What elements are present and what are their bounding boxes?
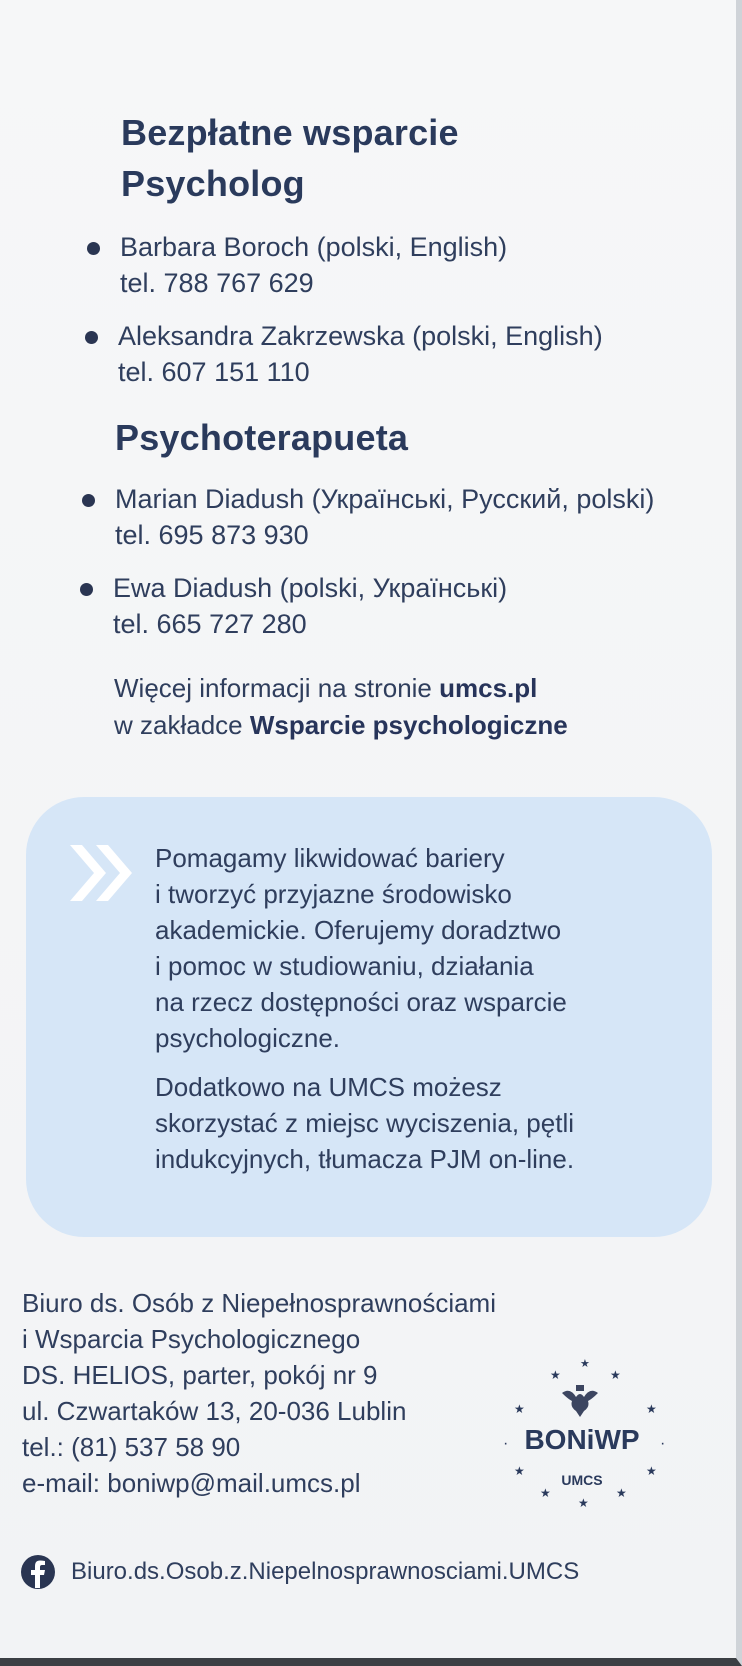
bullet-icon — [87, 242, 100, 255]
svg-text:★: ★ — [578, 1496, 589, 1510]
bullet-icon — [82, 494, 95, 507]
section-title-psychotherapist: Psychoterapueta — [115, 417, 409, 458]
contact-item — [113, 570, 507, 642]
address-line: ul. Czwartaków 13, 20-036 Lublin — [22, 1396, 407, 1426]
svg-text:★: ★ — [616, 1486, 627, 1500]
facebook-icon — [20, 1554, 56, 1590]
contact-name: Marian Diadush (Українські, Русский, polski) — [115, 484, 655, 514]
info-paragraph-1: Pomagamy likwidować bariery i tworzyć przyjazne środowisko akademickie. Oferujemy doradztwo i pomoc w studiowaniu, działania na rzecz dostępności oraz wsparcie psychologiczne. — [155, 843, 567, 1053]
contact-phone: tel. 788 767 629 — [120, 268, 314, 298]
contact-phone: tel. 665 727 280 — [113, 609, 307, 639]
email-line[interactable]: e-mail: boniwp@mail.umcs.pl — [22, 1468, 361, 1498]
contact-item — [115, 481, 654, 553]
svg-text:★: ★ — [550, 1368, 561, 1382]
facebook-handle: Biuro.ds.Osob.z.Niepelnosprawnosciami.UMCS — [71, 1558, 580, 1585]
svg-text:★: ★ — [514, 1464, 525, 1478]
info-paragraph-2: Dodatkowo na UMCS możesz skorzystać z miejsc wyciszenia, pętli indukcyjnych, tłumacza PJM on-line. — [155, 1072, 575, 1174]
contact-item — [118, 318, 603, 390]
bullet-icon — [85, 331, 98, 344]
more-info-text: w zakładce — [114, 710, 250, 740]
contact-phone: tel. 607 151 110 — [118, 357, 310, 387]
address-line: DS. HELIOS, parter, pokój nr 9 — [22, 1360, 378, 1390]
contact-name: Aleksandra Zakrzewska (polski, English) — [118, 321, 603, 351]
svg-text:★: ★ — [610, 1368, 621, 1382]
address-line: Biuro ds. Osób z Niepełnosprawnościami — [22, 1288, 496, 1318]
double-chevron-icon — [68, 843, 138, 903]
boniwp-logo — [500, 1345, 670, 1515]
tab-name: Wsparcie psychologiczne — [249, 710, 568, 740]
office-address — [22, 1285, 496, 1501]
section-title-line1: Bezpłatne wsparcie — [121, 112, 459, 153]
svg-text:★: ★ — [514, 1402, 525, 1416]
svg-text:·: · — [503, 1435, 509, 1452]
svg-text:★: ★ — [646, 1402, 657, 1416]
phone-line: tel.: (81) 537 58 90 — [22, 1432, 241, 1462]
svg-text:★: ★ — [646, 1464, 657, 1478]
bullet-icon — [80, 583, 93, 596]
contact-item — [120, 229, 507, 301]
section-title-line2: Psycholog — [121, 163, 305, 204]
info-box-text — [155, 840, 675, 1190]
more-info-text: Więcej informacji na stronie — [114, 673, 440, 703]
eagle-emblem-icon — [562, 1385, 598, 1417]
website-link[interactable]: umcs.pl — [439, 673, 538, 703]
svg-text:★: ★ — [580, 1358, 590, 1370]
contact-name: Ewa Diadush (polski, Українські) — [113, 573, 508, 603]
logo-title: BONiWP — [524, 1424, 640, 1455]
facebook-link[interactable] — [20, 1552, 579, 1592]
logo-subtitle: UMCS — [561, 1472, 603, 1488]
svg-text:★: ★ — [540, 1486, 551, 1500]
svg-text:·: · — [660, 1435, 666, 1452]
more-info — [114, 670, 568, 744]
contact-name: Barbara Boroch (polski, English) — [120, 232, 508, 262]
address-line: i Wsparcia Psychologicznego — [22, 1324, 361, 1354]
contact-phone: tel. 695 873 930 — [115, 520, 309, 550]
